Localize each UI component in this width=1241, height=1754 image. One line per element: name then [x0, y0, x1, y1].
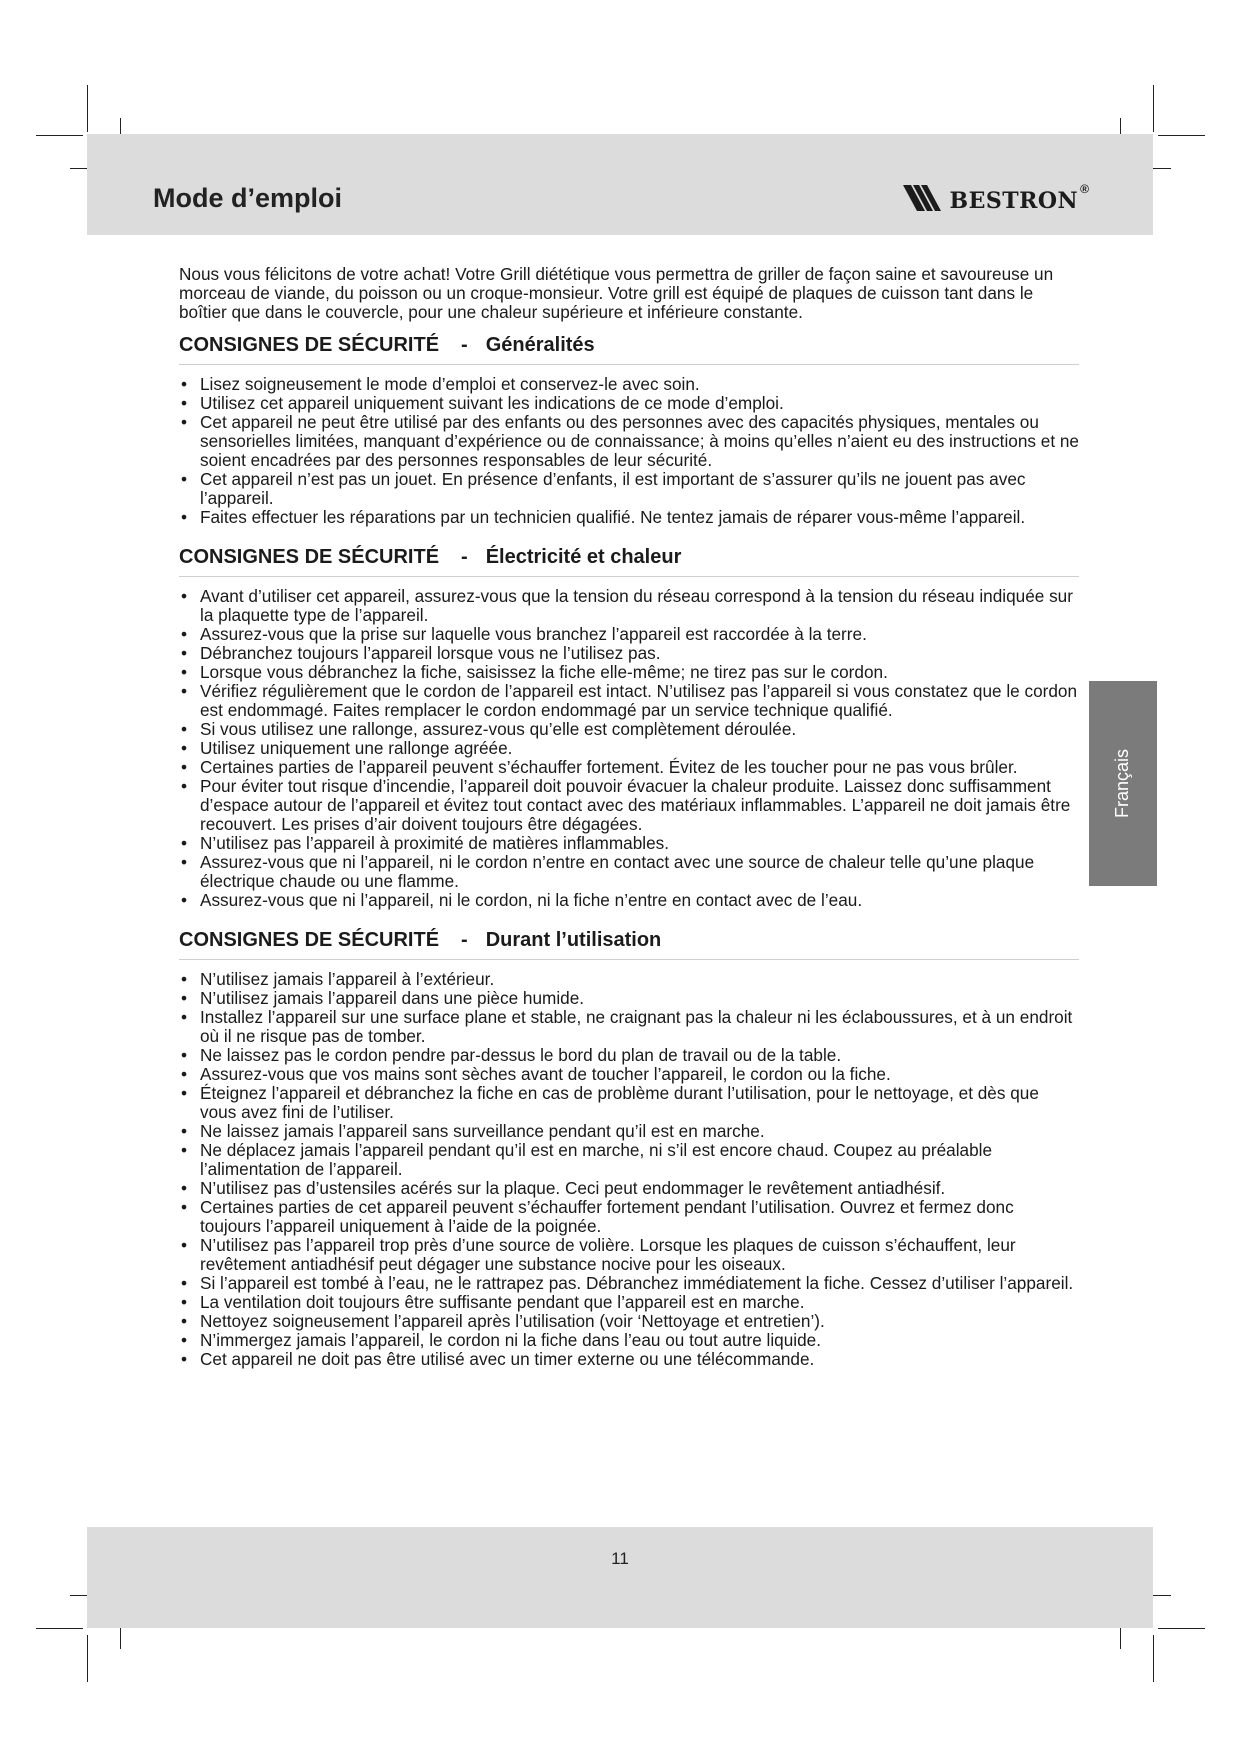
bullet-list — [179, 587, 1079, 910]
section-heading — [179, 931, 1079, 960]
brand-name: bestron — [949, 180, 1079, 216]
list-item: • Avant d’utiliser cet appareil, assurez-vous que la tension du réseau correspond à la tension du réseau indiquée sur la plaquette type de l’appareil. — [179, 587, 1079, 625]
section-generalites — [179, 336, 1079, 527]
section-heading-main: CONSIGNES DE SÉCURITÉ — [179, 334, 440, 356]
section-heading-separator: - — [461, 929, 468, 951]
brand-registered-mark: ® — [1080, 182, 1089, 196]
list-item: • Nettoyez soigneusement l’appareil après l’utilisation (voir ‘Nettoyage et entretien’). — [179, 1312, 1079, 1331]
main-content — [179, 265, 1079, 1390]
list-item: • Vérifiez régulièrement que le cordon de l’appareil est intact. N’utilisez pas l’appareil si vous constatez que le cordon est endommagé. Faites remplacer le cordon endommagé par un service technique qualifié. — [179, 682, 1079, 720]
list-item: • Assurez-vous que la prise sur laquelle vous branchez l’appareil est raccordée à la terre. — [179, 625, 1079, 644]
bullet-list — [179, 970, 1079, 1369]
crop-mark — [87, 85, 88, 132]
crop-mark — [36, 1628, 83, 1629]
list-item: • Cet appareil n’est pas un jouet. En présence d’enfants, il est important de s’assurer qu’ils ne jouent pas avec l’appareil. — [179, 470, 1079, 508]
list-item: • Assurez-vous que vos mains sont sèches avant de toucher l’appareil, le cordon ou la fiche. — [179, 1065, 1079, 1084]
crop-mark — [1158, 1628, 1205, 1629]
section-heading-separator: - — [461, 334, 468, 356]
brand-chevrons-icon — [901, 183, 945, 213]
bullet-list — [179, 375, 1079, 527]
list-item: • Ne déplacez jamais l’appareil pendant qu’il est en marche, ni s’il est encore chaud. Coupez au préalable l’alimentation de l’appareil. — [179, 1141, 1079, 1179]
list-item: • Lisez soigneusement le mode d’emploi et conservez-le avec soin. — [179, 375, 1079, 394]
list-item: • Si vous utilisez une rallonge, assurez-vous qu’elle est complètement déroulée. — [179, 720, 1079, 739]
list-item: • Certaines parties de cet appareil peuvent s’échauffer fortement pendant l’utilisation. Ouvrez et fermez donc toujours l’appareil uniquement à l’aide de la poignée. — [179, 1198, 1079, 1236]
list-item: • Ne laissez pas le cordon pendre par-dessus le bord du plan de travail ou de la table. — [179, 1046, 1079, 1065]
section-heading-separator: - — [461, 546, 468, 568]
list-item: • N’immergez jamais l’appareil, le cordon ni la fiche dans l’eau ou tout autre liquide. — [179, 1331, 1079, 1350]
section-heading-main: CONSIGNES DE SÉCURITÉ — [179, 929, 440, 951]
list-item: • Assurez-vous que ni l’appareil, ni le cordon, ni la fiche n’entre en contact avec de l’eau. — [179, 891, 1079, 910]
crop-mark — [1158, 135, 1205, 136]
list-item: • Lorsque vous débranchez la fiche, saisissez la fiche elle-même; ne tirez pas sur le cordon. — [179, 663, 1079, 682]
list-item: • Cet appareil ne peut être utilisé par des enfants ou des personnes avec des capacités physiques, mentales ou sensorielles limitées, manquant d’expérience ou de connaissance; à moins qu’elles n’aient eu des instructions et ne soient encadrées par des personnes responsables de leur sécurité. — [179, 413, 1079, 470]
section-heading-sub: Durant l’utilisation — [485, 929, 662, 951]
footer-band — [87, 1527, 1153, 1628]
section-heading — [179, 548, 1079, 577]
list-item: • N’utilisez pas l’appareil à proximité de matières inflammables. — [179, 834, 1079, 853]
section-utilisation — [179, 931, 1079, 1369]
list-item: • Cet appareil ne doit pas être utilisé avec un timer externe ou une télécommande. — [179, 1350, 1079, 1369]
list-item: • Faites effectuer les réparations par un technicien qualifié. Ne tentez jamais de réparer vous-même l’appareil. — [179, 508, 1079, 527]
crop-mark — [87, 1635, 88, 1682]
page-title: Mode d’emploi — [153, 183, 342, 213]
list-item: • Si l’appareil est tombé à l’eau, ne le rattrapez pas. Débranchez immédiatement la fiche. Cessez d’utiliser l’appareil. — [179, 1274, 1079, 1293]
header-band — [87, 134, 1153, 235]
list-item: • Ne laissez jamais l’appareil sans surveillance pendant qu’il est en marche. — [179, 1122, 1079, 1141]
page-number: 11 — [611, 1549, 629, 1568]
list-item: • Certaines parties de l’appareil peuvent s’échauffer fortement. Évitez de les toucher pour ne pas vous brûler. — [179, 758, 1079, 777]
section-heading — [179, 336, 1079, 365]
language-tab-label: Français — [1112, 748, 1133, 819]
crop-mark — [36, 135, 83, 136]
language-tab — [1089, 681, 1157, 886]
brand-logo — [901, 180, 1089, 216]
list-item: • N’utilisez jamais l’appareil à l’extérieur. — [179, 970, 1079, 989]
crop-mark — [1153, 85, 1154, 132]
section-heading-main: CONSIGNES DE SÉCURITÉ — [179, 546, 440, 568]
list-item: • La ventilation doit toujours être suffisante pendant que l’appareil est en marche. — [179, 1293, 1079, 1312]
list-item: • Pour éviter tout risque d’incendie, l’appareil doit pouvoir évacuer la chaleur produite. Laissez donc suffisamment d’espace autour de l’appareil et évitez tout contact avec des matériaux inflammables. L’appareil ne doit jamais être recouvert. Les prises d’air doivent toujours être dégagées. — [179, 777, 1079, 834]
list-item: • N’utilisez pas l’appareil trop près d’une source de volière. Lorsque les plaques de cuisson s’échauffent, leur revêtement antiadhésif peut dégager une substance nocive pour les oiseaux. — [179, 1236, 1079, 1274]
list-item: • Débranchez toujours l’appareil lorsque vous ne l’utilisez pas. — [179, 644, 1079, 663]
crop-mark — [1153, 1635, 1154, 1682]
intro-paragraph: Nous vous félicitons de votre achat! Votre Grill diététique vous permettra de griller de façon saine et savoureuse un morceau de viande, du poisson ou un croque-monsieur. Votre grill est équipé de plaques de cuisson tant dans le boîtier que dans le couvercle, pour une chaleur supérieure et inférieure constante. — [179, 264, 1054, 322]
list-item: • Utilisez cet appareil uniquement suivant les indications de ce mode d’emploi. — [179, 394, 1079, 413]
list-item: • N’utilisez pas d’ustensiles acérés sur la plaque. Ceci peut endommager le revêtement antiadhésif. — [179, 1179, 1079, 1198]
list-item: • Installez l’appareil sur une surface plane et stable, ne craignant pas la chaleur ni les éclaboussures, et à un endroit où il ne risque pas de tomber. — [179, 1008, 1079, 1046]
list-item: • Assurez-vous que ni l’appareil, ni le cordon n’entre en contact avec une source de chaleur telle qu’une plaque électrique chaude ou une flamme. — [179, 853, 1079, 891]
list-item: • N’utilisez jamais l’appareil dans une pièce humide. — [179, 989, 1079, 1008]
section-electricite — [179, 548, 1079, 910]
section-heading-sub: Généralités — [485, 334, 595, 356]
list-item: • Éteignez l’appareil et débranchez la fiche en cas de problème durant l’utilisation, pour le nettoyage, et dès que vous avez fini de l’utiliser. — [179, 1084, 1079, 1122]
section-heading-sub: Électricité et chaleur — [485, 546, 682, 568]
list-item: • Utilisez uniquement une rallonge agréée. — [179, 739, 1079, 758]
